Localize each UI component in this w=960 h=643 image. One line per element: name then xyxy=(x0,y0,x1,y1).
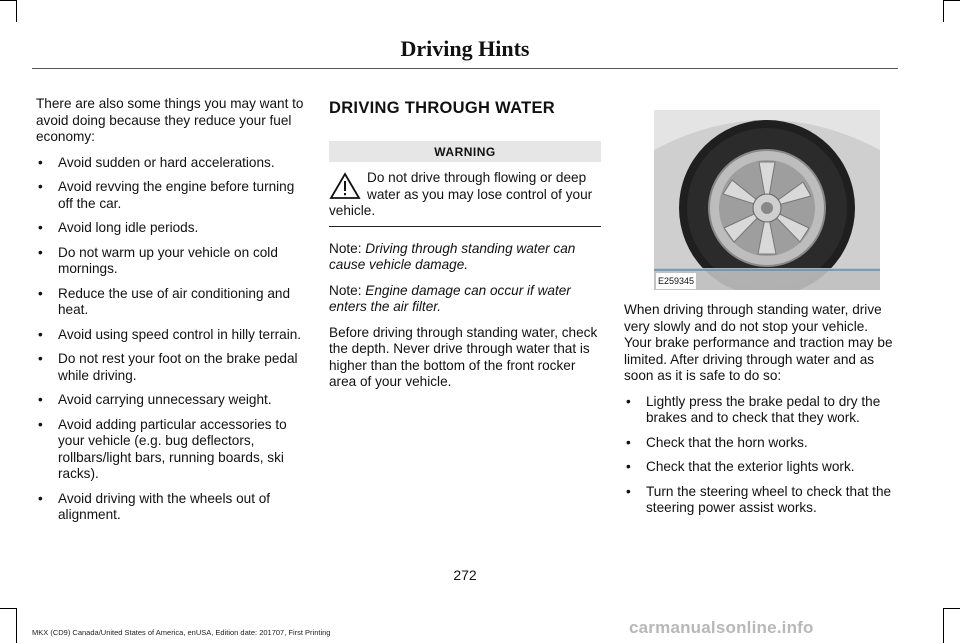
section-heading: DRIVING THROUGH WATER xyxy=(329,99,555,117)
intro-paragraph: When driving through standing water, drive very slowly and do not stop your vehicle. Your brake performance and traction may be limited. After driving through water and as soon as it is safe to do so: xyxy=(624,302,893,383)
after-water-checklist xyxy=(624,394,896,517)
list-item: • Avoid long idle periods. xyxy=(36,220,308,237)
note-label: Note: xyxy=(329,282,362,298)
warning-divider xyxy=(329,226,601,227)
list-item: • Turn the steering wheel to check that the steering power assist works. xyxy=(624,484,896,517)
column-after-water xyxy=(624,102,896,525)
wheel-figure xyxy=(654,110,880,290)
wheel-illustration xyxy=(654,110,880,290)
list-item: • Do not warm up your vehicle on cold mornings. xyxy=(36,245,308,278)
list-item: • Check that the horn works. xyxy=(624,435,896,452)
list-item: • Avoid revving the engine before turning off the car. xyxy=(36,179,308,212)
warning-triangle-icon xyxy=(329,172,361,200)
list-item: • Avoid carrying unnecessary weight. xyxy=(36,392,308,409)
list-item: • Avoid using speed control in hilly terrain. xyxy=(36,327,308,344)
crop-mark xyxy=(943,608,944,643)
page-title: Driving Hints xyxy=(400,36,530,61)
fuel-tips-list xyxy=(36,155,308,524)
list-item: • Check that the exterior lights work. xyxy=(624,459,896,476)
crop-mark xyxy=(16,608,17,643)
list-item: • Avoid driving with the wheels out of alignment. xyxy=(36,491,308,524)
body-paragraph: Before driving through standing water, check the depth. Never drive through water that is higher than the bottom of the front rocker area of your vehicle. xyxy=(329,324,598,389)
note-label: Note: xyxy=(329,240,362,256)
column-fuel-economy xyxy=(36,96,308,532)
note-paragraph xyxy=(329,241,601,274)
crop-mark xyxy=(944,0,960,1)
watermark: carmanualsonline.info xyxy=(629,618,814,637)
crop-mark xyxy=(0,0,16,1)
warning-label: WARNING xyxy=(329,141,601,163)
warning-text: Do not drive through flowing or deep water as you may lose control of your vehicle. xyxy=(329,170,593,218)
crop-mark xyxy=(16,0,17,22)
intro-paragraph: There are also some things you may want to avoid doing because they reduce your fuel economy: xyxy=(36,96,304,144)
list-item: • Lightly press the brake pedal to dry the brakes and to check that they work. xyxy=(624,394,896,427)
note-text: Driving through standing water can cause vehicle damage. xyxy=(329,240,576,272)
crop-mark xyxy=(944,608,960,609)
page-number: 272 xyxy=(453,567,477,583)
crop-mark xyxy=(0,608,16,609)
note-paragraph xyxy=(329,283,601,316)
column-driving-through-water xyxy=(329,96,601,400)
crop-mark xyxy=(943,0,944,22)
list-item: • Do not rest your foot on the brake pedal while driving. xyxy=(36,351,308,384)
note-text: Engine damage can occur if water enters the air filter. xyxy=(329,282,571,314)
list-item: • Avoid adding particular accessories to your vehicle (e.g. bug deflectors, rollbars/light bars, running boards, ski racks). xyxy=(36,417,308,483)
edition-footer: MKX (CD9) Canada/United States of America, enUSA, Edition date: 201707, First Printing xyxy=(32,628,331,637)
figure-code: E259345 xyxy=(656,273,696,290)
list-item: • Avoid sudden or hard accelerations. xyxy=(36,155,308,172)
list-item: • Reduce the use of air conditioning and heat. xyxy=(36,286,308,319)
header-divider xyxy=(32,68,898,69)
warning-box xyxy=(329,170,601,220)
